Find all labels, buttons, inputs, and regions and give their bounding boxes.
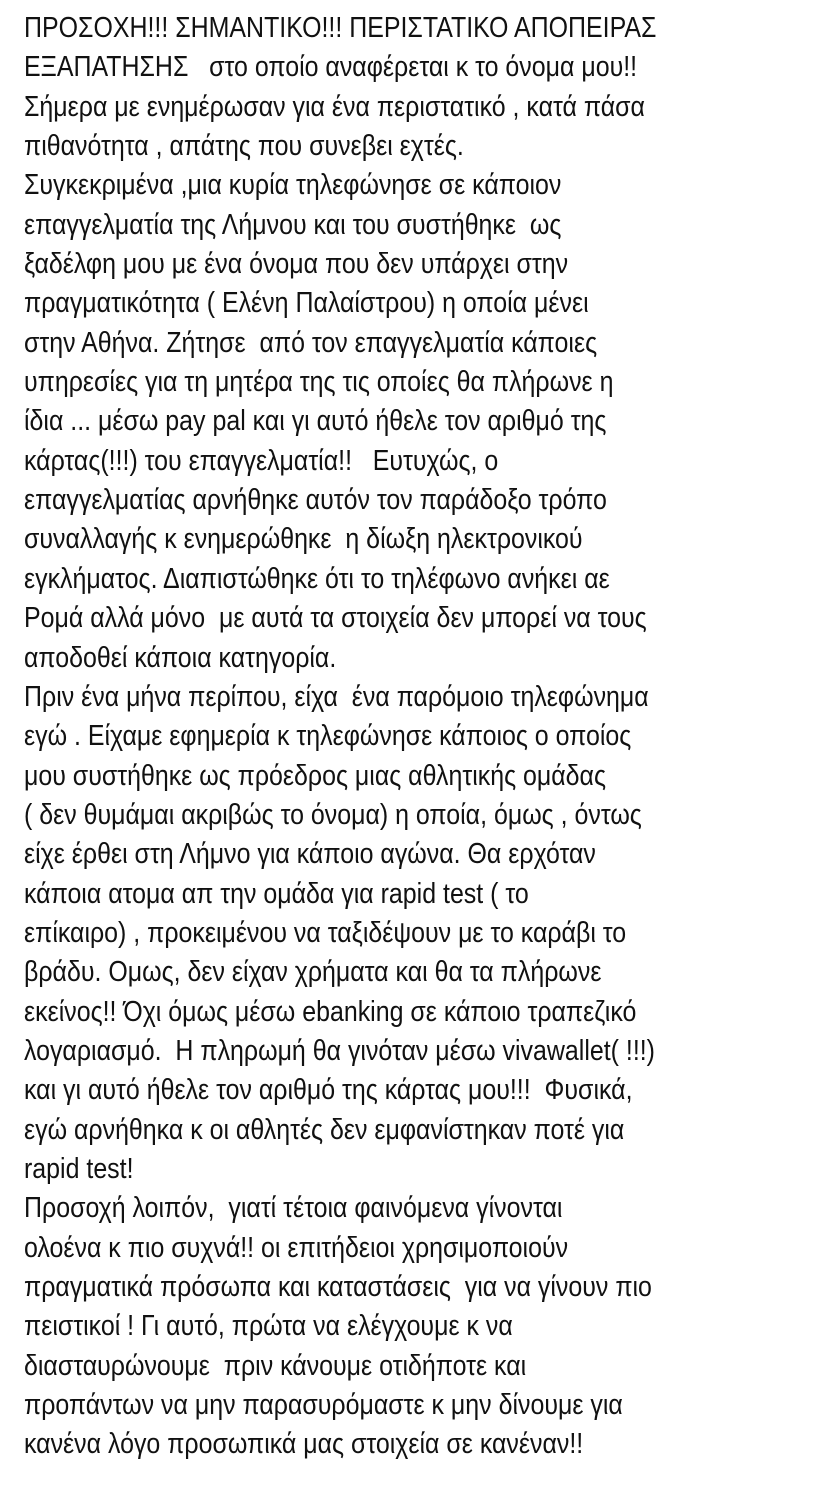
post-text-line: κάποια ατομα απ την ομάδα για rapid test ( το: [24, 877, 529, 910]
post-text-line: προπάντων να μην παρασυρόμαστε κ μην δίνουμε για: [24, 1389, 623, 1422]
post-text-line: Πριν ένα μήνα περίπου, είχα ένα παρόμοιο τηλεφώνημα: [24, 680, 649, 713]
post-text-line: Ρομά αλλά μόνο με αυτά τα στοιχεία δεν μπορεί να τους: [24, 602, 647, 635]
post-text-line: εκείνος!! Όχι όμως μέσω ebanking σε κάποιο τραπεζικό: [24, 995, 637, 1028]
post-text-line: αποδοθεί κάποια κατηγορία.: [24, 641, 337, 674]
post-text-line: ολοένα κ πιο συχνά!! οι επιτήδειοι χρησιμοποιούν: [24, 1231, 569, 1264]
post-text-line: και γι αυτό ήθελε τον αριθμό της κάρτας μου!!! Φυσικά,: [24, 1074, 633, 1107]
post-text-line: λογαριασμό. Η πληρωμή θα γινόταν μέσω vivawallet( !!!): [24, 1034, 655, 1067]
post-text-line: κανένα λόγο προσωπικά μας στοιχεία σε κανέναν!!: [24, 1428, 584, 1461]
post-text-line: βράδυ. Ομως, δεν είχαν χρήματα και θα τα πλήρωνε: [24, 956, 602, 989]
post-text-line: rapid test!: [24, 1152, 134, 1185]
post-text-line: επαγγελματίας αρνήθηκε αυτόν τον παράδοξο τρόπο: [24, 484, 607, 517]
post-text-line: εγκλήματος. Διαπιστώθηκε ότι το τηλέφωνο ανήκει αε: [24, 562, 610, 595]
post-text-line: εγώ αρνήθηκα κ οι αθλητές δεν εμφανίστηκαν ποτέ για: [24, 1113, 625, 1146]
post-text-line: ΕΞΑΠΑΤΗΣΗΣ στο οποίο αναφέρεται κ το όνομα μου!!: [24, 51, 638, 84]
post-text-line: πιθανότητα , απάτης που συνεβει εχτές.: [24, 130, 464, 163]
post-text-line: ( δεν θυμάμαι ακριβώς το όνομα) η οποία, όμως , όντως: [24, 798, 642, 831]
post-text-line: πραγματικότητα ( Ελένη Παλαίστρου) η οποία μένει: [24, 287, 589, 320]
post-text-line: ίδια ... μέσω pay pal και γι αυτό ήθελε τον αριθμό της: [24, 405, 607, 438]
post-text-line: υπηρεσίες για τη μητέρα της τις οποίες θα πλήρωνε η: [24, 366, 614, 399]
post-text-line: διασταυρώνουμε πριν κάνουμε οτιδήποτε και: [24, 1349, 527, 1382]
post-text-line: στην Αθήνα. Ζήτησε από τον επαγγελματία κάποιες: [24, 326, 598, 359]
post-text-line: Συγκεκριμένα ,μια κυρία τηλεφώνησε σε κάποιον: [24, 169, 562, 202]
post-text-line: επαγγελματία της Λήμνου και του συστήθηκε ως: [24, 208, 562, 241]
post-text-line: Προσοχή λοιπόν, γιατί τέτοια φαινόμενα γίνονται: [24, 1192, 563, 1225]
post-text-line: κάρτας(!!!) του επαγγελματία!! Ευτυχώς, ο: [24, 444, 499, 477]
post-text-line: επίκαιρο) , προκειμένου να ταξιδέψουν με το καράβι το: [24, 916, 627, 949]
post-text-line: ΠΡΟΣΟΧΗ!!! ΣΗΜΑΝΤΙΚΟ!!! ΠΕΡΙΣΤΑΤΙΚΟ ΑΠΟΠΕΙΡΑΣ: [24, 12, 657, 44]
post-text-line: μου συστήθηκε ως πρόεδρος μιας αθλητικής ομάδας: [24, 759, 607, 792]
post-text-line: πραγματικά πρόσωπα και καταστάσεις για να γίνουν πιο: [24, 1271, 652, 1303]
post-text-line: Σήμερα με ενημέρωσαν για ένα περιστατικό , κατά πάσα: [24, 90, 645, 123]
post-text-line: συναλλαγής κ ενημερώθηκε η δίωξη ηλεκτρονικού: [24, 523, 583, 556]
post-text-line: πειστικοί ! Γι αυτό, πρώτα να ελέγχουμε κ να: [24, 1310, 513, 1343]
post-text-line: ξαδέλφη μου με ένα όνομα που δεν υπάρχει στην: [24, 248, 569, 281]
post-text-line: είχε έρθει στη Λήμνο για κάποιο αγώνα. Θα ερχόταν: [24, 838, 596, 871]
post-text: [24, 9, 827, 1465]
post-text-line: εγώ . Είχαμε εφημερία κ τηλεφώνησε κάποιος ο οποίος: [24, 720, 632, 753]
